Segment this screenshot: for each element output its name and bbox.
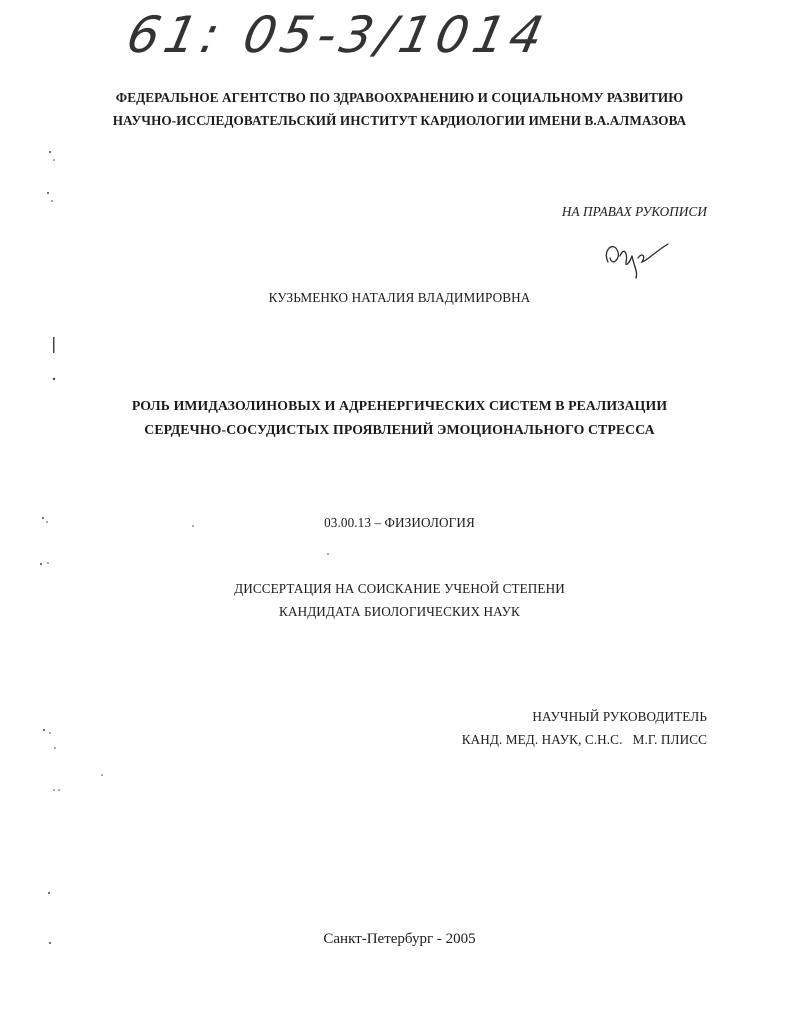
supervisor-label: НАУЧНЫЙ РУКОВОДИТЕЛЬ — [532, 709, 707, 724]
city-and-year: Санкт-Петербург - 2005 — [323, 931, 476, 947]
manuscript-rights-note: НА ПРАВАХ РУКОПИСИ — [561, 204, 707, 219]
thesis-title-line-2: СЕРДЕЧНО-СОСУДИСТЫХ ПРОЯВЛЕНИЙ ЭМОЦИОНАЛЬНОГО СТРЕССА — [144, 422, 655, 437]
specialty-code: 03.00.13 – ФИЗИОЛОГИЯ — [324, 515, 475, 530]
supervisor-details: КАНД. МЕД. НАУК, С.Н.С. М.Г. ПЛИСС — [461, 732, 707, 747]
institute-name: НАУЧНО-ИССЛЕДОВАТЕЛЬСКИЙ ИНСТИТУТ КАРДИОЛОГИИ ИМЕНИ В.А.АЛМАЗОВА — [112, 113, 687, 128]
handwritten-catalog-number: 61: 05-3/1014 — [121, 6, 554, 64]
thesis-title-line-1: РОЛЬ ИМИДАЗОЛИНОВЫХ И АДРЕНЕРГИЧЕСКИХ СИСТЕМ В РЕАЛИЗАЦИИ — [131, 398, 668, 413]
agency-name: ФЕДЕРАЛЬНОЕ АГЕНТСТВО ПО ЗДРАВООХРАНЕНИЮ И СОЦИАЛЬНОМУ РАЗВИТИЮ — [115, 90, 684, 105]
degree-line-1: ДИССЕРТАЦИЯ НА СОИСКАНИЕ УЧЕНОЙ СТЕПЕНИ — [234, 581, 565, 596]
degree-line-2: КАНДИДАТА БИОЛОГИЧЕСКИХ НАУК — [279, 604, 520, 619]
author-name: КУЗЬМЕНКО НАТАЛИЯ ВЛАДИМИРОВНА — [268, 290, 531, 305]
